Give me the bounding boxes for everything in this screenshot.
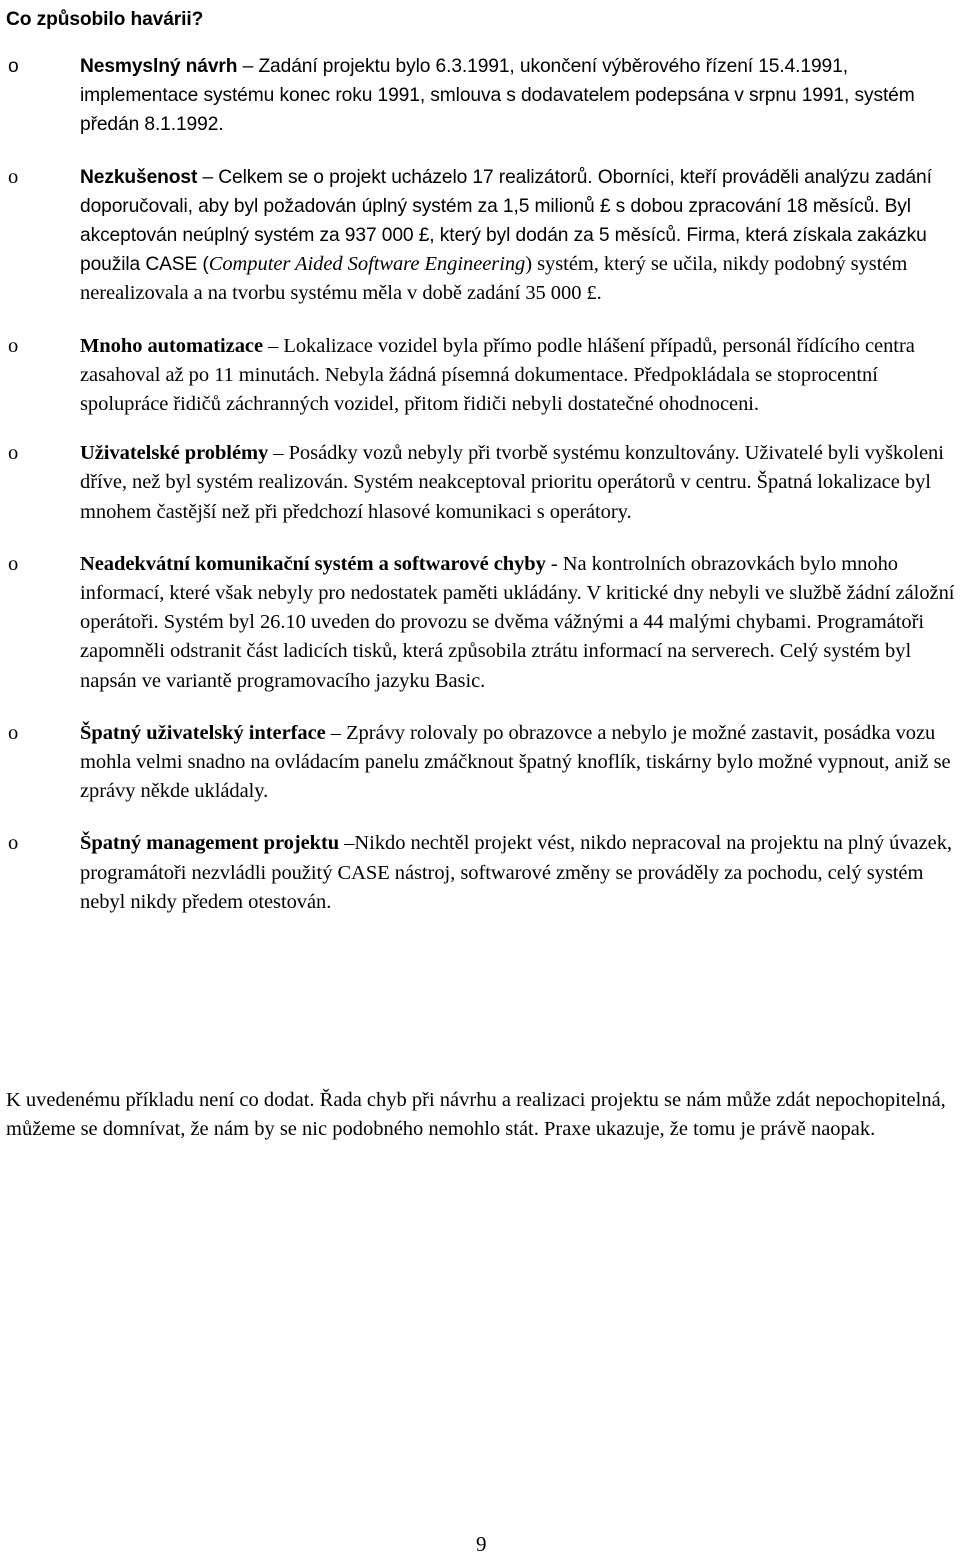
item-term: Špatný uživatelský interface — [80, 721, 326, 744]
bullet-marker: o — [8, 832, 19, 855]
list-item — [0, 163, 960, 309]
list-item — [0, 52, 960, 140]
item-term: Nesmyslný návrh — [80, 56, 238, 77]
item-text: – Zprávy rolovaly po obrazovce a nebylo je možné zastavit, posádka vozu mohla velmi snadno na ovládacím panelu zmáčknout špatný knoflík, tiskárny bylo možné vypnout, aniž se zprávy někde ukládaly. — [80, 721, 951, 803]
item-term: Uživatelské problémy — [80, 442, 269, 465]
item-text: – Posádky vozů nebyly při tvorbě systému konzultovány. Uživatelé byli vyškoleni dříve, než byl systém realizován. Systém neakceptoval prioritu operátorů v centru. Špatná lokalizace byl mnohem častější než při předchozí hlasové komunikaci s operátory. — [80, 442, 944, 523]
page-number: 9 — [476, 1532, 487, 1556]
closing-paragraph: K uvedenému příkladu není co dodat. Řada chyb při návrhu a realizaci projektu se nám může zdát nepochopitelná, můžeme se domnívat, že nám by se nic podobného nemohlo stát. Praxe ukazuje, že tomu je právě naopak. — [6, 1089, 946, 1141]
item-text: - Na kontrolních obrazovkách bylo mnoho informací, které však nebyly pro nedostatek paměti ukládány. V kritické dny nebyli ve službě žádní záložní operátoři. Systém byl 26.10 uveden do provozu se dvěma vážnými a 44 malými chybami. Programátoři zapomněli odstranit část ladicích tisků, která způsobila ztrátu informací na serverech. Celý systém byl napsán ve variantě programovacího jazyku Basic. — [80, 552, 955, 692]
item-term: Špatný management projektu — [80, 832, 340, 855]
item-text: – Celkem se o projekt ucházelo 17 realizátorů. Oborníci, kteří prováděli analýzu zadání doporučovali, aby byl požadován úplný systém za 1,5 milionů £ s dobou zpracování 18 měsíců. — [80, 166, 932, 217]
section-heading: Co způsobilo havárii? — [6, 9, 204, 30]
item-term: Mnoho automatizace — [80, 334, 263, 357]
list-item — [0, 439, 960, 527]
item-text-continued: Byl akceptován neúplný systém za 937 000 £, který byl dodán za 5 měsíců. Firma, která získala zakázku použila CASE ( — [80, 195, 927, 276]
bullet-marker: o — [8, 442, 19, 465]
cause-list — [0, 52, 960, 940]
item-text-end: ) systém, který se učila, nikdy podobný systém nerealizovala a na tvorbu systému měla v době zadání 35 000 £. — [80, 253, 908, 305]
list-item — [0, 829, 960, 917]
item-term: Neadekvátní komunikační systém a softwarové chyby — [80, 552, 546, 575]
item-text: –Nikdo nechtěl projekt vést, nikdo nepracoval na projektu na plný úvazek, programátoři nezvládli použitý CASE nástroj, softwarové změny se prováděly za pochodu, celý systém nebyl nikdy předem otestován. — [80, 832, 952, 913]
item-text: – Zadání projektu bylo 6.3.1991, ukončení výběrového řízení 15.4.1991, implementace systému konec roku 1991, smlouva s dodavatelem podepsána v srpnu 1991, systém předán 8.1.1992. — [80, 56, 915, 136]
list-item — [0, 550, 960, 696]
bullet-marker: o — [8, 334, 19, 357]
bullet-marker: o — [8, 56, 19, 77]
bullet-marker: o — [8, 165, 19, 188]
bullet-marker: o — [8, 721, 19, 744]
list-item — [0, 332, 960, 420]
item-term: Nezkušenost — [80, 166, 198, 188]
bullet-marker: o — [8, 552, 19, 575]
item-italic-text: Computer Aided Software Engineering — [208, 253, 526, 276]
item-text: – Lokalizace vozidel byla přímo podle hlášení případů, personál řídícího centra zasahoval až po 11 minutách. Nebyla žádná písemná dokumentace. Předpokládala se stoprocentní spolupráce řidičů záchranných vozidel, přitom řidiči nebyli dostatečné ohodnoceni. — [80, 334, 915, 416]
list-item — [0, 719, 960, 807]
